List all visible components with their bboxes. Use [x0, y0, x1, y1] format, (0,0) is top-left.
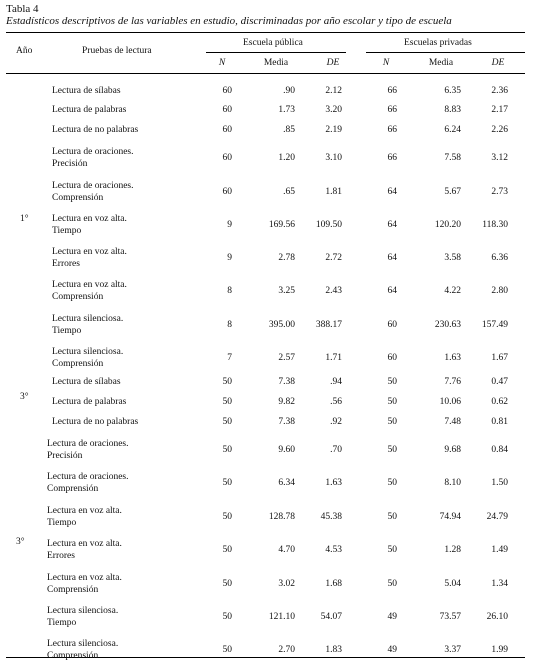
- cell-rd: 0.84: [491, 445, 508, 455]
- cell-pd: 388.17: [315, 320, 342, 330]
- row-sublabel: Comprensión: [47, 585, 99, 595]
- cell-rd: 1.99: [491, 645, 508, 655]
- header-privada-de: DE: [491, 58, 505, 68]
- cell-pm: 121.10: [268, 612, 295, 622]
- row-label: Lectura en voz alta.: [52, 247, 127, 257]
- header-privada-n: N: [382, 58, 390, 68]
- cell-pn: 50: [222, 579, 232, 589]
- row-sublabel: Tiempo: [47, 618, 77, 628]
- row-sublabel: Errores: [47, 551, 75, 561]
- row-label: Lectura de no palabras: [52, 417, 139, 427]
- cell-pm: 1.73: [278, 105, 295, 115]
- cell-pm: 1.20: [278, 153, 295, 163]
- cell-rd: 1.49: [491, 545, 508, 555]
- cell-pd: .56: [330, 397, 342, 407]
- cell-pm: 2.78: [278, 253, 295, 263]
- row-label: Lectura silenciosa.: [47, 606, 119, 616]
- cell-rd: 24.79: [486, 512, 508, 522]
- cell-pn: 60: [222, 105, 232, 115]
- header-pruebas: Pruebas de lectura: [82, 46, 152, 56]
- cell-pn: 50: [222, 612, 232, 622]
- cell-rm: 9.68: [444, 445, 461, 455]
- cell-rd: 2.80: [491, 286, 508, 296]
- cell-pd: 45.38: [320, 512, 342, 522]
- cell-pm: 3.25: [278, 286, 295, 296]
- row-sublabel: Precisión: [52, 159, 88, 169]
- row-sublabel: Comprensión: [47, 484, 99, 494]
- row-sublabel: Tiempo: [52, 326, 82, 336]
- cell-pm: 128.78: [268, 512, 295, 522]
- row-label: Lectura silenciosa.: [52, 347, 124, 357]
- cell-pm: 4.70: [278, 545, 295, 555]
- header-anio: Año: [16, 46, 33, 56]
- cell-pn: 50: [222, 478, 232, 488]
- cell-rn: 60: [387, 320, 397, 330]
- cell-rm: 1.28: [444, 545, 461, 555]
- cell-rd: 0.81: [491, 417, 508, 427]
- cell-pm: 6.34: [278, 478, 295, 488]
- cell-rn: 64: [387, 253, 397, 263]
- cell-rn: 60: [387, 353, 397, 363]
- cell-rm: 10.06: [439, 397, 461, 407]
- cell-rd: 2.73: [491, 187, 508, 197]
- row-label: Lectura en voz alta.: [52, 280, 127, 290]
- cell-pn: 7: [227, 353, 232, 363]
- header-publica-de: DE: [326, 58, 340, 68]
- cell-pd: 109.50: [315, 220, 342, 230]
- group-label-1: 1°: [20, 214, 29, 224]
- row-sublabel: Comprensión: [52, 193, 104, 203]
- cell-pn: 50: [222, 377, 232, 387]
- cell-rm: 74.94: [439, 512, 461, 522]
- cell-pm: 395.00: [268, 320, 295, 330]
- cell-rm: 3.58: [444, 253, 461, 263]
- cell-pn: 50: [222, 445, 232, 455]
- row-sublabel: Comprensión: [47, 651, 99, 661]
- header-escuela-publica: Escuela pública: [243, 38, 303, 48]
- cell-pm: 9.60: [278, 445, 295, 455]
- cell-rd: 0.47: [491, 377, 508, 387]
- cell-rd: 2.17: [491, 105, 508, 115]
- header-privada-media: Media: [428, 58, 454, 68]
- cell-rm: 230.63: [434, 320, 461, 330]
- cell-rm: 5.67: [444, 187, 461, 197]
- cell-pd: 1.63: [325, 478, 342, 488]
- cell-rm: 3.37: [444, 645, 461, 655]
- row-label: Lectura de sílabas: [52, 86, 121, 96]
- cell-rn: 50: [387, 579, 397, 589]
- cell-pm: 2.57: [278, 353, 295, 363]
- row-label: Lectura en voz alta.: [47, 539, 122, 549]
- cell-rm: 5.04: [444, 579, 461, 589]
- row-sublabel: Precisión: [47, 451, 83, 461]
- cell-pn: 60: [222, 125, 232, 135]
- row-label: Lectura silenciosa.: [52, 314, 124, 324]
- cell-pn: 50: [222, 545, 232, 555]
- cell-rd: 3.12: [491, 153, 508, 163]
- cell-pd: 2.12: [325, 86, 342, 96]
- cell-pm: 7.38: [278, 417, 295, 427]
- cell-pd: 3.20: [325, 105, 342, 115]
- row-sublabel: Tiempo: [47, 518, 77, 528]
- cell-pd: 54.07: [320, 612, 342, 622]
- cell-rm: 120.20: [434, 220, 461, 230]
- cell-pn: 50: [222, 645, 232, 655]
- row-label: Lectura de no palabras: [52, 125, 139, 135]
- cell-pn: 50: [222, 417, 232, 427]
- row-sublabel: Comprensión: [52, 292, 104, 302]
- cell-pd: 2.43: [325, 286, 342, 296]
- table-top-rule: [6, 32, 525, 33]
- table-caption-title: Estadísticos descriptivos de las variables en estudio, discriminadas por año escolar y tipo de escuela: [6, 15, 452, 27]
- cell-rn: 49: [387, 612, 397, 622]
- header-escuelas-privadas: Escuelas privadas: [404, 38, 472, 48]
- row-label: Lectura de palabras: [52, 105, 127, 115]
- cell-rd: 157.49: [481, 320, 508, 330]
- group-label-2: 3°: [20, 392, 29, 402]
- cell-pm: 2.70: [278, 645, 295, 655]
- cell-pd: 1.71: [325, 353, 342, 363]
- cell-pd: 3.10: [325, 153, 342, 163]
- row-label: Lectura silenciosa.: [47, 639, 119, 649]
- cell-pn: 50: [222, 512, 232, 522]
- cell-rn: 50: [387, 377, 397, 387]
- cell-rn: 64: [387, 187, 397, 197]
- cell-rn: 50: [387, 417, 397, 427]
- cell-rd: 1.34: [491, 579, 508, 589]
- cell-pd: .70: [330, 445, 342, 455]
- cell-rm: 4.22: [444, 286, 461, 296]
- cell-rm: 6.35: [444, 86, 461, 96]
- cell-pn: 9: [227, 253, 232, 263]
- cell-rd: 2.36: [491, 86, 508, 96]
- row-sublabel: Tiempo: [52, 226, 82, 236]
- privada-header-rule: [366, 52, 525, 53]
- publica-header-rule: [206, 52, 346, 53]
- header-publica-media: Media: [263, 58, 289, 68]
- cell-rn: 64: [387, 220, 397, 230]
- cell-pn: 50: [222, 397, 232, 407]
- cell-rn: 66: [387, 153, 397, 163]
- row-label: Lectura de oraciones.: [47, 439, 129, 449]
- cell-rm: 7.58: [444, 153, 461, 163]
- cell-pd: 1.81: [325, 187, 342, 197]
- cell-rm: 8.83: [444, 105, 461, 115]
- cell-pn: 9: [227, 220, 232, 230]
- cell-rn: 50: [387, 397, 397, 407]
- cell-rn: 50: [387, 478, 397, 488]
- cell-rd: 1.50: [491, 478, 508, 488]
- cell-rd: 0.62: [491, 397, 508, 407]
- cell-pn: 60: [222, 153, 232, 163]
- cell-rn: 50: [387, 512, 397, 522]
- cell-rn: 66: [387, 105, 397, 115]
- cell-rd: 1.67: [491, 353, 508, 363]
- cell-pd: 2.19: [325, 125, 342, 135]
- cell-rn: 66: [387, 86, 397, 96]
- row-sublabel: Errores: [52, 259, 80, 269]
- cell-pm: .65: [283, 187, 295, 197]
- row-label: Lectura de oraciones.: [52, 181, 134, 191]
- cell-rm: 8.10: [444, 478, 461, 488]
- cell-rd: 26.10: [486, 612, 508, 622]
- cell-pd: 1.83: [325, 645, 342, 655]
- cell-rd: 2.26: [491, 125, 508, 135]
- row-label: Lectura de oraciones.: [47, 472, 129, 482]
- row-label: Lectura de oraciones.: [52, 147, 134, 157]
- cell-pd: .94: [330, 377, 342, 387]
- cell-pd: 2.72: [325, 253, 342, 263]
- cell-pm: 3.02: [278, 579, 295, 589]
- header-bottom-rule: [6, 73, 525, 74]
- cell-pd: 4.53: [325, 545, 342, 555]
- cell-pm: 7.38: [278, 377, 295, 387]
- group-label-3: 3°: [16, 537, 25, 547]
- cell-rm: 7.76: [444, 377, 461, 387]
- header-publica-n: N: [218, 58, 226, 68]
- cell-pd: 1.68: [325, 579, 342, 589]
- table-caption-label: Tabla 4: [6, 3, 39, 15]
- cell-pm: 169.56: [268, 220, 295, 230]
- cell-pd: .92: [330, 417, 342, 427]
- cell-rd: 6.36: [491, 253, 508, 263]
- row-sublabel: Comprensión: [52, 359, 104, 369]
- cell-pm: 9.82: [278, 397, 295, 407]
- row-label: Lectura en voz alta.: [47, 573, 122, 583]
- cell-pm: .85: [283, 125, 295, 135]
- cell-rn: 64: [387, 286, 397, 296]
- cell-rd: 118.30: [482, 220, 508, 230]
- cell-rn: 66: [387, 125, 397, 135]
- cell-pn: 60: [222, 187, 232, 197]
- row-label: Lectura en voz alta.: [52, 214, 127, 224]
- row-label: Lectura de palabras: [52, 397, 127, 407]
- cell-rm: 7.48: [444, 417, 461, 427]
- cell-rn: 50: [387, 545, 397, 555]
- row-label: Lectura de sílabas: [52, 377, 121, 387]
- cell-rm: 73.57: [439, 612, 461, 622]
- cell-pn: 60: [222, 86, 232, 96]
- cell-pn: 8: [227, 286, 232, 296]
- cell-rn: 49: [387, 645, 397, 655]
- row-label: Lectura en voz alta.: [47, 506, 122, 516]
- cell-rm: 1.63: [444, 353, 461, 363]
- cell-pm: .90: [283, 86, 295, 96]
- cell-rm: 6.24: [444, 125, 461, 135]
- cell-rn: 50: [387, 445, 397, 455]
- cell-pn: 8: [227, 320, 232, 330]
